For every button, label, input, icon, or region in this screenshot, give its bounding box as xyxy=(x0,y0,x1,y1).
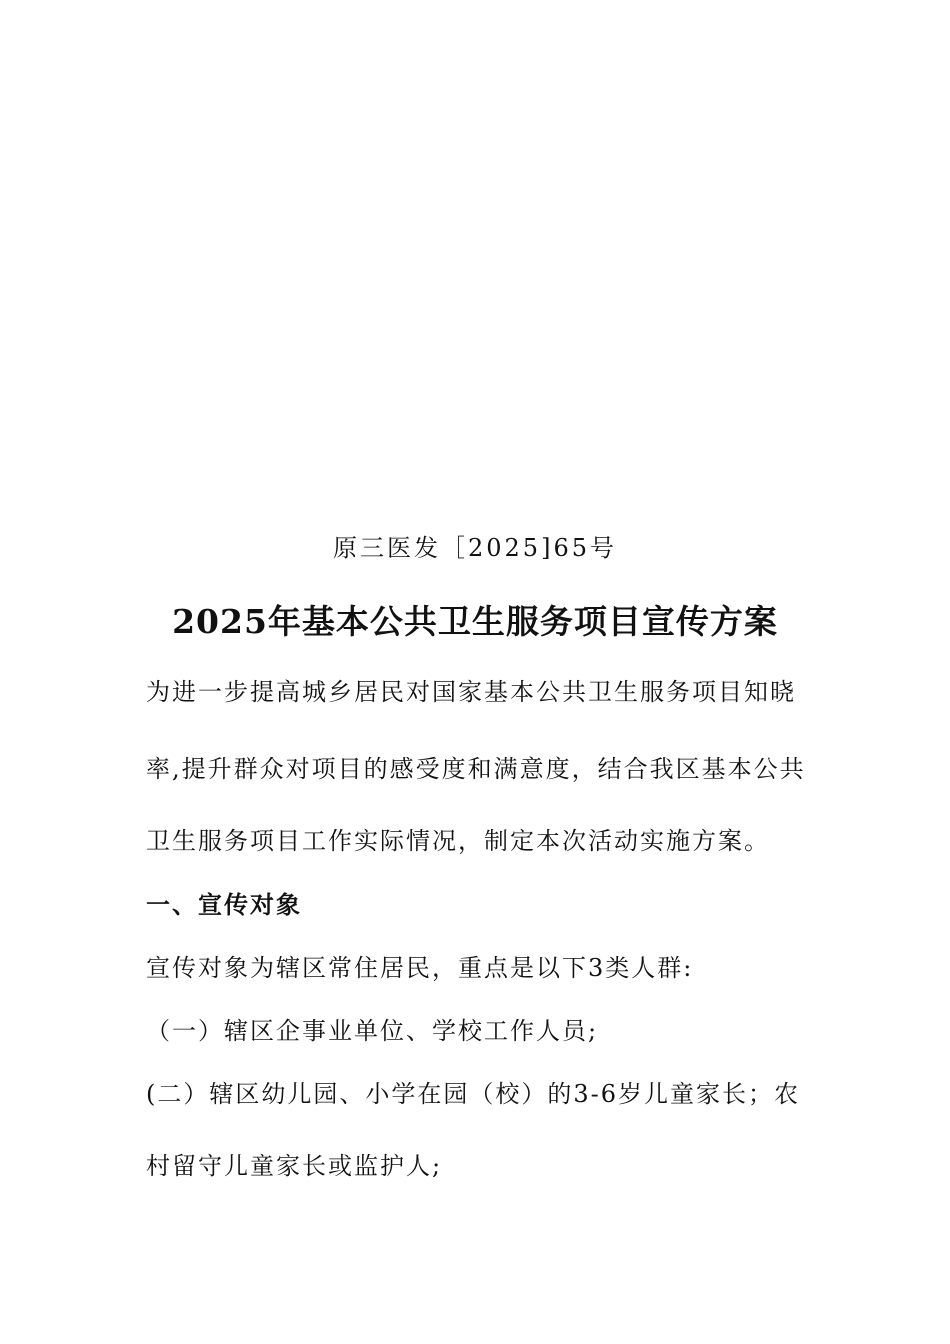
intro-line-1: 为进一步提高城乡居民对国家基本公共卫生服务项目知晓 xyxy=(146,678,796,706)
intro-line-3: 卫生服务项目工作实际情况，制定本次活动实施方案。 xyxy=(146,827,770,855)
audience-intro-line: 宣传对象为辖区常住居民，重点是以下3类人群: xyxy=(146,954,694,982)
audience-item-2-line-1: (二）辖区幼儿园、小学在园（校）的3-6岁儿童家长；农 xyxy=(146,1080,801,1108)
audience-item-1: （一）辖区企事业单位、学校工作人员; xyxy=(146,1017,599,1045)
document-title: 2025年基本公共卫生服务项目宣传方案 xyxy=(172,602,778,641)
document-number: 原三医发［2025]65号 xyxy=(333,534,617,562)
intro-line-2: 率,提升群众对项目的感受度和满意度，结合我区基本公共 xyxy=(146,755,806,783)
section-heading-audience: 一、宣传对象 xyxy=(146,890,302,919)
audience-item-2-line-2: 村留守儿童家长或监护人; xyxy=(146,1152,443,1180)
